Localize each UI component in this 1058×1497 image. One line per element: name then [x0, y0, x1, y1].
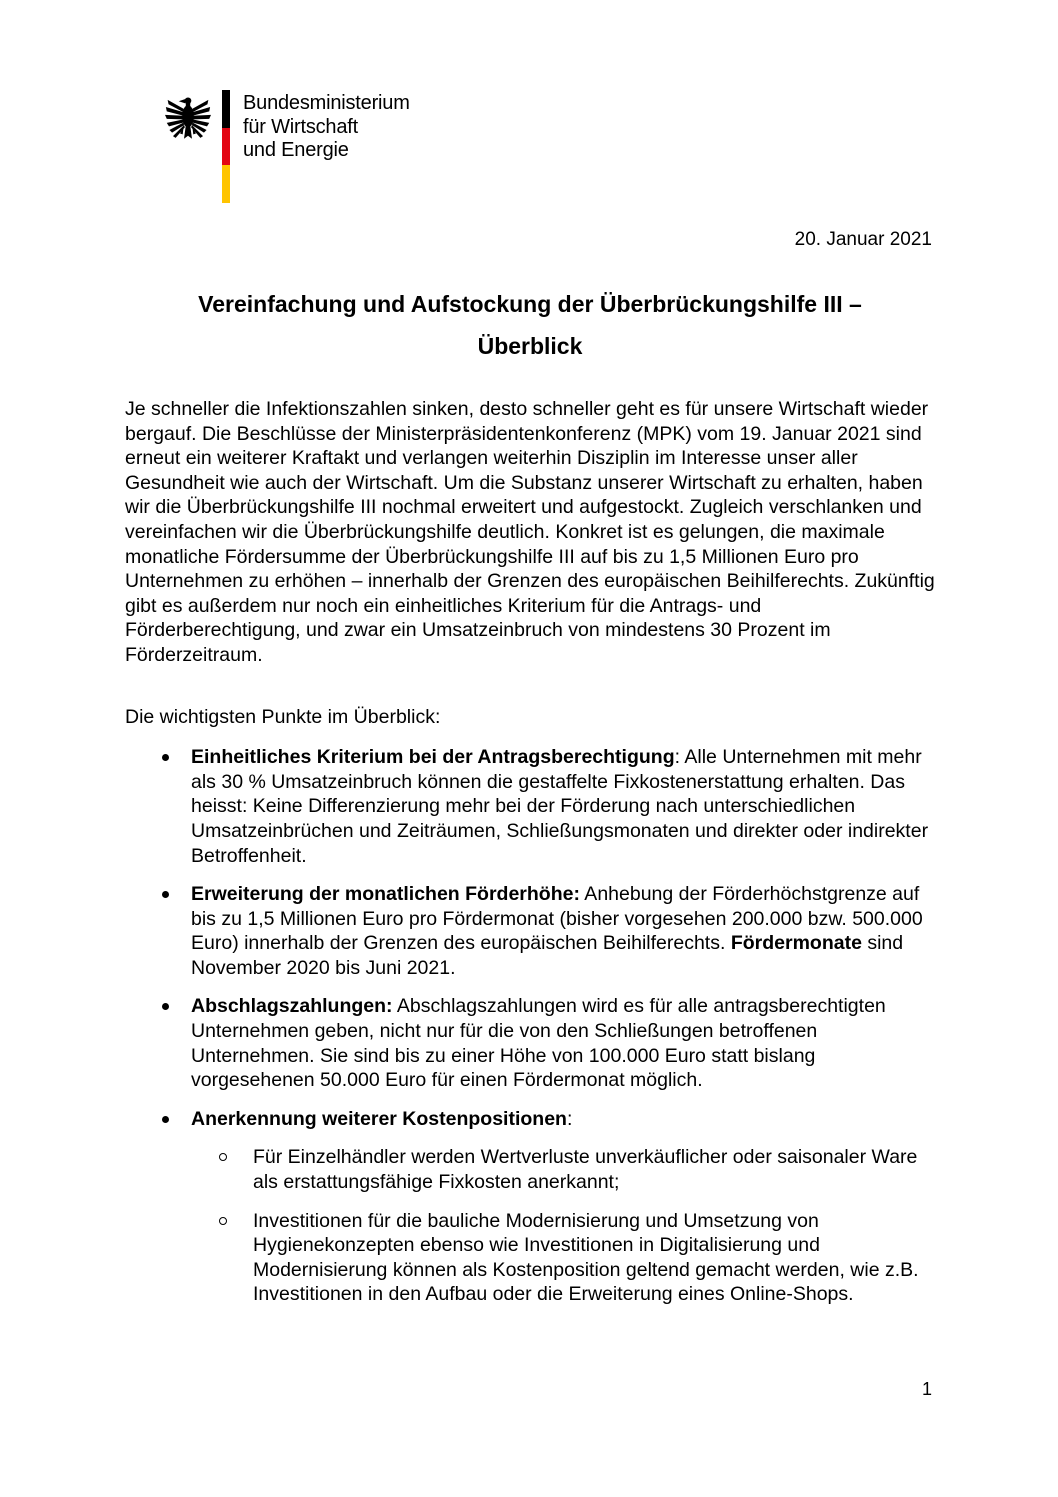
bullet-icon [162, 1116, 169, 1123]
flag-black [222, 90, 230, 128]
document-content [125, 283, 935, 1321]
bullet-lead: Einheitliches Kriterium bei der Antragsberechtigung [191, 746, 675, 769]
flag-red [222, 128, 230, 166]
bullet-text: Anhebung der Förderhöchstgrenze auf bis zu 1,5 Millionen Euro pro Fördermonat (bisher vorgesehen 200.000 bzw. 500.000 Euro) innerhalb der Grenzen des europäischen Beihilferechts. [191, 883, 923, 955]
bullet-lead: Anerkennung weiterer Kostenpositionen [191, 1107, 567, 1130]
list-item-antragsberechtigung [125, 745, 935, 868]
sub-bullet-icon [219, 1153, 227, 1161]
list-item-abschlagszahlungen [125, 994, 935, 1092]
flag-gold [222, 165, 230, 203]
bullet-text: Abschlagszahlungen wird es für alle antragsberechtigten Unternehmen geben, nicht nur für die von den Schließungen betroffenen Unternehmen. Sie sind bis zu einer Höhe von 100.000 Euro statt bislang vorgesehenen 50.000 Euro für einen Fördermonat möglich. [191, 995, 886, 1092]
bullet-emphasis: Fördermonate [730, 932, 862, 955]
document-title [125, 283, 935, 367]
list-intro: Die wichtigsten Punkte im Überblick: [125, 705, 441, 728]
sub-list-item-investitionen [191, 1209, 935, 1307]
title-line-2: Überblick [477, 333, 583, 359]
federal-eagle-icon [165, 93, 211, 151]
cost-positions-sublist [191, 1145, 935, 1307]
bullet-icon [162, 1003, 169, 1010]
flag-bar-icon [222, 90, 230, 203]
bullet-text: sind November 2020 bis Juni 2021. [191, 932, 904, 979]
bullet-lead: Erweiterung der monatlichen Förderhöhe: [191, 883, 580, 906]
logo-text-line: für Wirtschaft [243, 115, 358, 138]
bmwi-logo [165, 90, 410, 203]
bullet-text: : [566, 1107, 573, 1130]
page-number: 1 [921, 1379, 932, 1399]
logo-text-line: und Energie [243, 139, 349, 161]
logo-text [243, 92, 410, 163]
intro-paragraph: Je schneller die Infektionszahlen sinken, desto schneller geht es für unsere Wirtschaft wieder bergauf. Die Beschlüsse der Ministerpräsidentenkonferenz (MPK) vom 19. Januar 2021 sind erneut ein weiterer Kraftakt und verlangen weiterhin Disziplin im Interesse unser aller Gesundheit wie auch der Wirtschaft. Um die Substanz unserer Wirtschaft zu erhalten, haben wir die Überbrückungshilfe III nochmal erweitert und aufgestockt. Zugleich verschlanken und vereinfachen wir die Überbrückungshilfe deutlich. Konkret ist es gelungen, die maximale monatliche Fördersumme der Überbrückungshilfe III auf bis zu 1,5 Millionen Euro pro Unternehmen zu erhöhen – innerhalb der Grenzen des europäischen Beihilferechts. Zukünftig gibt es außerdem nur noch ein einheitliches Kriterium für die Antrags- und Förderberechtigung, und zwar ein Umsatzeinbruch von mindestens 30 Prozent im Förderzeitraum. [125, 398, 935, 666]
title-line-1: Vereinfachung und Aufstockung der Überbrückungshilfe III – [198, 291, 862, 317]
list-item-foerderhoehe [125, 882, 935, 980]
bullet-lead: Abschlagszahlungen: [191, 995, 393, 1018]
logo-text-line: Bundesministerium [243, 92, 410, 114]
key-points-list [125, 745, 935, 1307]
sub-bullet-icon [219, 1217, 227, 1225]
document-date: 20. Januar 2021 [794, 229, 932, 250]
sub-bullet-text: Für Einzelhändler werden Wertverluste unverkäuflicher oder saisonaler Ware als erstattungsfähige Fixkosten anerkannt; [253, 1146, 918, 1194]
sub-list-item-einzelhaendler [191, 1145, 935, 1194]
sub-bullet-text: Investitionen für die bauliche Modernisierung und Umsetzung von Hygienekonzepten ebenso wie Investitionen in Digitalisierung und Modernisierung können als Kostenposition geltend gemacht werden, wie z.B. Investitionen in den Aufbau oder die Erweiterung eines Online-Shops. [253, 1209, 919, 1306]
bullet-icon [162, 891, 169, 898]
bullet-text: : Alle Unternehmen mit mehr als 30 % Umsatzeinbruch können die gestaffelte Fixkostenerstattung erhalten. Das heisst: Keine Differenzierung mehr bei der Förderung nach unterschiedlichen Umsatzeinbrüchen und Zeiträumen, Schließungsmonaten und direkter oder indirekter Betroffenheit. [191, 746, 929, 867]
bullet-icon [162, 754, 169, 761]
list-item-kostenpositionen [125, 1107, 935, 1307]
